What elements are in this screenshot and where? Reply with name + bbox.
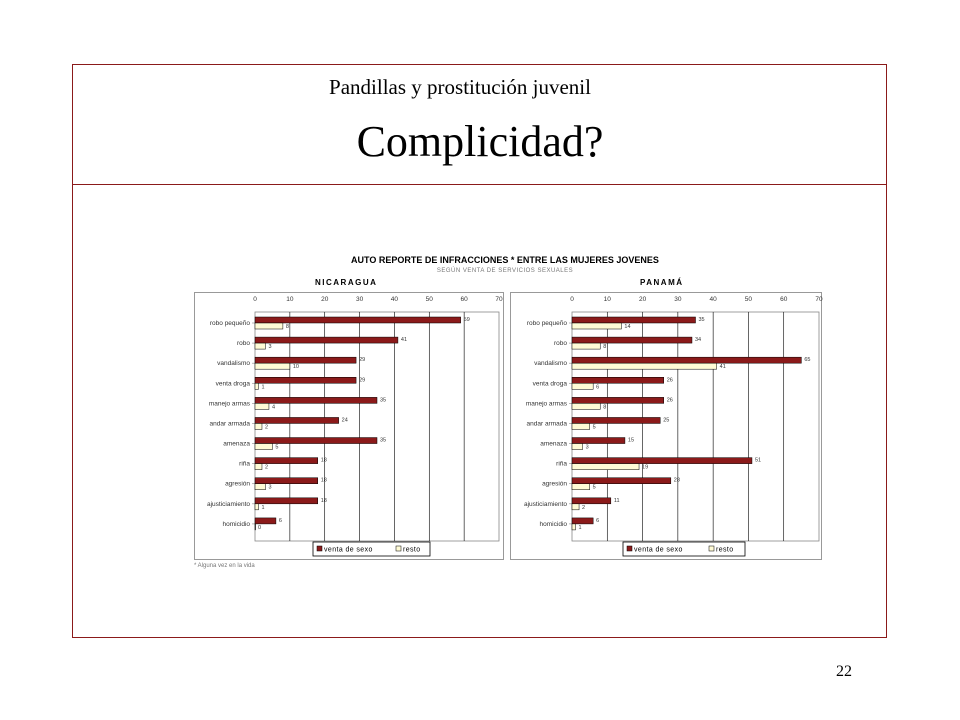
figure-subtitle: SEGÚN VENTA DE SERVICIOS SEXUALES (436, 268, 574, 274)
data-label-venta-de-sexo: 29 (359, 357, 366, 364)
bar-venta-de-sexo (255, 478, 318, 484)
data-label-venta-de-sexo: 26 (666, 397, 673, 404)
data-label-resto: 6 (596, 384, 600, 391)
data-label-resto: 1 (261, 504, 265, 511)
bar-venta-de-sexo (572, 377, 664, 383)
bar-venta-de-sexo (572, 458, 752, 464)
x-tick-label: 20 (638, 296, 647, 303)
bar-resto (572, 343, 600, 349)
bar-resto (255, 323, 283, 329)
title-divider (72, 184, 887, 185)
bar-venta-de-sexo (255, 357, 356, 363)
data-label-venta-de-sexo: 6 (596, 517, 600, 524)
data-label-resto: 5 (592, 424, 596, 431)
data-label-resto: 8 (603, 344, 607, 351)
category-label: amenaza (223, 440, 250, 448)
data-label-venta-de-sexo: 6 (278, 517, 282, 524)
data-label-resto: 4 (271, 404, 276, 411)
category-label: ajusticiamiento (524, 500, 567, 508)
data-label-venta-de-sexo: 41 (400, 337, 408, 344)
bar-resto (572, 524, 576, 530)
bar-venta-de-sexo (255, 317, 461, 323)
bar-resto (255, 383, 258, 389)
data-label-venta-de-sexo: 26 (666, 377, 673, 384)
data-label-resto: 14 (624, 324, 631, 330)
data-label-venta-de-sexo: 35 (380, 437, 387, 444)
x-tick-label: 0 (570, 296, 574, 303)
data-label-resto: 5 (275, 444, 279, 451)
plot-area (572, 312, 819, 541)
bar-resto (572, 423, 590, 429)
bar-resto (255, 504, 258, 510)
data-label-venta-de-sexo: 18 (320, 477, 327, 484)
category-label: robo (236, 340, 250, 348)
bar-resto (255, 363, 290, 369)
panel-title-nicaragua: NICARAGUA (315, 278, 378, 287)
bar-venta-de-sexo (572, 478, 671, 484)
bar-resto (572, 323, 621, 329)
bar-resto (255, 464, 262, 470)
bar-venta-de-sexo (255, 498, 318, 504)
category-label: robo (553, 340, 567, 348)
category-label: manejo armas (208, 400, 250, 408)
x-tick-label: 50 (744, 296, 753, 303)
bar-venta-de-sexo (572, 357, 801, 363)
bar-resto (572, 444, 583, 450)
x-tick-label: 40 (390, 296, 399, 303)
category-label: agresión (542, 480, 567, 488)
x-tick-label: 60 (460, 296, 468, 303)
slide-subtitle: Pandillas y prostitución juvenil (329, 75, 591, 99)
x-tick-label: 60 (780, 296, 788, 303)
data-label-resto: 2 (264, 464, 269, 471)
page-number: 22 (836, 663, 852, 680)
bar-resto (572, 403, 600, 409)
bar-venta-de-sexo (572, 498, 611, 504)
bar-venta-de-sexo (255, 337, 398, 343)
x-tick-label: 30 (355, 296, 364, 303)
data-label-venta-de-sexo: 18 (320, 497, 327, 504)
data-label-venta-de-sexo: 15 (627, 437, 635, 444)
category-label: ajusticiamiento (207, 500, 250, 508)
legend-label-resto: resto (716, 546, 734, 554)
bar-resto (255, 484, 265, 490)
data-label-resto: 10 (292, 364, 299, 371)
category-label: homicidio (222, 520, 250, 528)
data-label-resto: 1 (261, 384, 265, 391)
legend-label-resto: resto (403, 546, 421, 554)
data-label-venta-de-sexo: 18 (320, 457, 327, 464)
data-label-resto: 3 (268, 344, 272, 351)
legend-swatch-venta-de-sexo (627, 546, 632, 551)
category-label: agresión (225, 480, 250, 488)
category-label: riña (239, 460, 250, 468)
data-label-resto: 0 (258, 524, 262, 531)
bar-resto (255, 444, 272, 450)
bar-venta-de-sexo (572, 518, 593, 524)
bar-venta-de-sexo (255, 397, 377, 403)
plot-area (255, 312, 499, 541)
data-label-resto: 2 (582, 504, 586, 511)
bar-venta-de-sexo (572, 417, 660, 423)
legend-swatch-resto (396, 546, 401, 551)
bar-resto (255, 403, 269, 409)
category-label: venta droga (215, 380, 250, 388)
x-tick-label: 30 (674, 296, 682, 303)
bar-resto (255, 524, 256, 530)
data-label-resto: 1 (578, 524, 582, 531)
data-label-resto: 2 (264, 424, 269, 431)
data-label-resto: 8 (285, 324, 289, 330)
chart-nicaragua (194, 292, 504, 560)
data-label-venta-de-sexo: 29 (359, 377, 366, 384)
bar-resto (255, 343, 265, 349)
chart-panama (510, 292, 822, 560)
data-label-resto: 8 (603, 404, 607, 411)
panel-title-panama: PANAMÁ (640, 278, 684, 287)
bar-venta-de-sexo (255, 518, 276, 524)
bar-resto (572, 464, 639, 470)
data-label-venta-de-sexo: 65 (804, 357, 811, 364)
data-label-resto: 3 (585, 444, 589, 451)
x-tick-label: 70 (815, 296, 823, 303)
figure-title: AUTO REPORTE DE INFRACCIONES * ENTRE LAS MUJERES JOVENES (351, 255, 659, 265)
bar-resto (572, 383, 593, 389)
x-tick-label: 10 (603, 296, 611, 303)
bar-venta-de-sexo (572, 438, 625, 444)
bar-venta-de-sexo (255, 417, 339, 423)
data-label-resto: 19 (642, 464, 649, 471)
category-label: venta droga (532, 380, 567, 388)
category-label: robo pequeño (526, 320, 567, 327)
category-label: andar armada (209, 420, 250, 428)
category-label: vandalismo (534, 360, 567, 368)
bar-resto (572, 484, 590, 490)
bar-venta-de-sexo (572, 337, 692, 343)
bar-resto (255, 423, 262, 429)
data-label-venta-de-sexo: 25 (663, 417, 670, 424)
bar-resto (572, 504, 579, 510)
legend-label-venta-de-sexo: venta de sexo (634, 546, 683, 554)
data-label-venta-de-sexo: 11 (613, 497, 620, 504)
x-tick-label: 70 (495, 296, 503, 303)
category-label: homicidio (539, 520, 567, 528)
legend-label-venta-de-sexo: venta de sexo (324, 546, 373, 554)
data-label-venta-de-sexo: 35 (698, 317, 705, 323)
category-label: riña (556, 460, 567, 468)
x-tick-label: 20 (321, 296, 329, 303)
x-tick-label: 10 (286, 296, 294, 303)
x-tick-label: 0 (253, 296, 257, 303)
data-label-venta-de-sexo: 51 (754, 457, 762, 464)
data-label-resto: 41 (719, 364, 726, 371)
x-tick-label: 50 (425, 296, 433, 303)
category-label: manejo armas (525, 400, 567, 408)
data-label-resto: 5 (592, 484, 596, 491)
data-label-venta-de-sexo: 24 (341, 417, 348, 424)
category-label: andar armada (526, 420, 567, 428)
slide-title: Complicidad? (356, 117, 604, 166)
bar-resto (572, 363, 717, 369)
bar-venta-de-sexo (255, 377, 356, 383)
data-label-venta-de-sexo: 59 (463, 317, 470, 323)
data-label-venta-de-sexo: 35 (380, 397, 387, 404)
bar-venta-de-sexo (572, 317, 696, 323)
bar-venta-de-sexo (572, 397, 664, 403)
legend-swatch-venta-de-sexo (317, 546, 322, 551)
bar-venta-de-sexo (255, 458, 318, 464)
figure-footnote: * Alguna vez en la vida (194, 563, 255, 569)
data-label-venta-de-sexo: 34 (694, 337, 702, 344)
legend-swatch-resto (709, 546, 714, 551)
category-label: robo pequeño (209, 320, 250, 327)
bar-venta-de-sexo (255, 438, 377, 444)
category-label: amenaza (540, 440, 567, 448)
data-label-resto: 3 (268, 484, 272, 491)
category-label: vandalismo (217, 360, 250, 368)
x-tick-label: 40 (709, 296, 717, 303)
data-label-venta-de-sexo: 28 (673, 477, 680, 484)
